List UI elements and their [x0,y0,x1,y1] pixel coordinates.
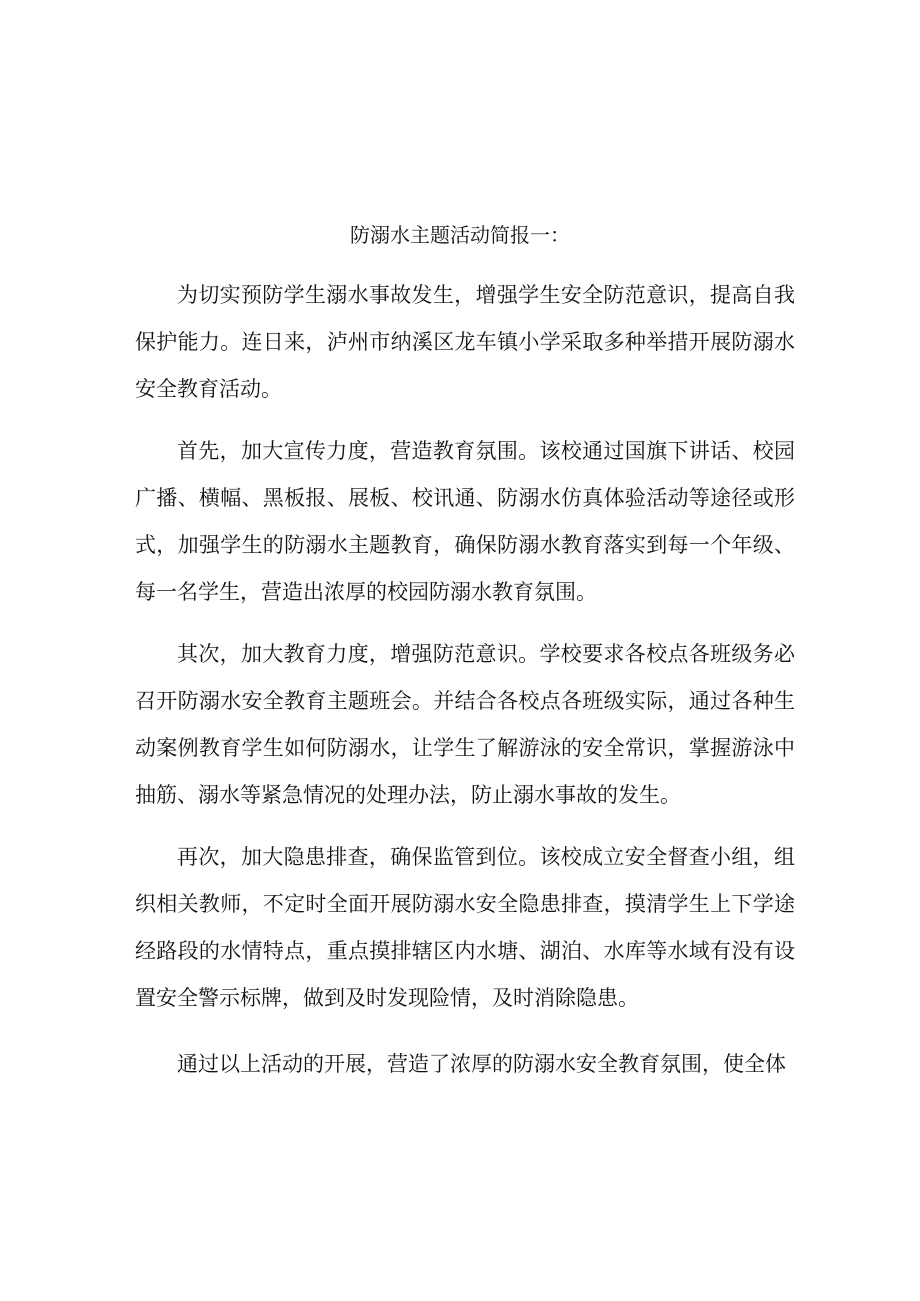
document-body [135,272,795,1088]
document-title: 防溺水主题活动简报一： [350,223,570,247]
paragraph-conclusion: 通过以上活动的开展，营造了浓厚的防溺水安全教育氛围，使全体 [177,1052,786,1076]
paragraph-inspection: 再次，加大隐患排查，确保监管到位。该校成立安全督查小组，组织相关教师，不定时全面开展防溺水安全隐患排查，摸清学生上下学途经路段的水情特点，重点摸排辖区内水塘、湖泊、水库等水域有没有设置安全警示标牌，做到及时发现险情，及时消除隐患。 [135,845,795,1010]
paragraph-publicity: 首先，加大宣传力度，营造教育氛围。该校通过国旗下讲话、校园广播、横幅、黑板报、展板、校讯通、防溺水仿真体验活动等途径或形式，加强学生的防溺水主题教育，确保防溺水教育落实到每一个年级、每一名学生，营造出浓厚的校园防溺水教育氛围。 [135,439,795,604]
paragraph-intro: 为切实预防学生溺水事故发生，增强学生安全防范意识，提高自我保护能力。连日来，泸州市纳溪区龙车镇小学采取多种举措开展防溺水安全教育活动。 [135,283,795,401]
paragraph-education: 其次，加大教育力度，增强防范意识。学校要求各校点各班级务必召开防溺水安全教育主题班会。并结合各校点各班级实际，通过各种生动案例教育学生如何防溺水，让学生了解游泳的安全常识，掌握游泳中抽筋、溺水等紧急情况的处理办法，防止溺水事故的发生。 [135,642,795,807]
